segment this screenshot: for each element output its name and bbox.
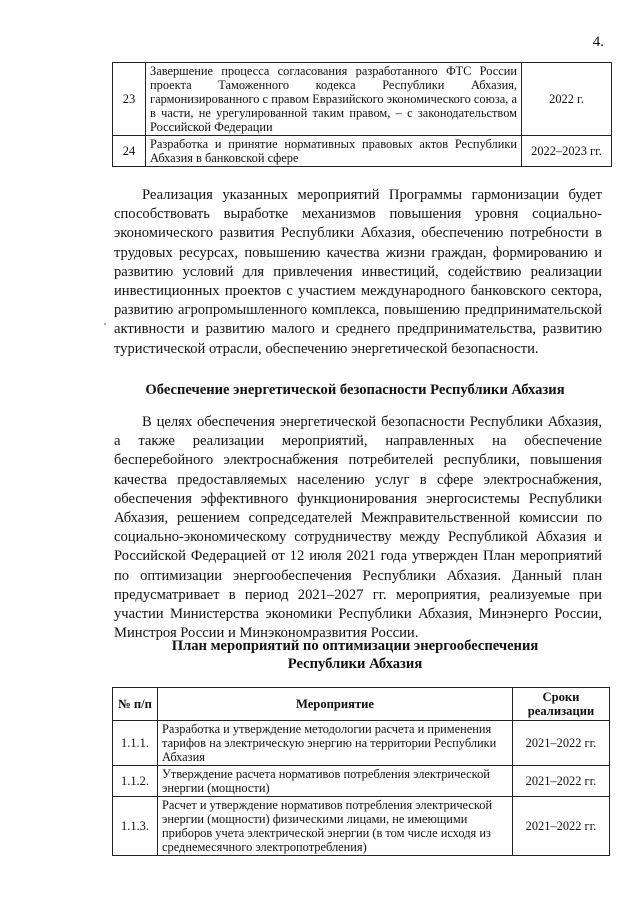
table-row bbox=[113, 721, 610, 766]
table-row bbox=[113, 766, 610, 797]
row-number: 23 bbox=[113, 63, 146, 136]
table-row bbox=[113, 797, 610, 856]
row-number: 1.1.3. bbox=[113, 797, 158, 856]
row-text: Утверждение расчета нормативов потребления электрической энергии (мощности) bbox=[158, 766, 513, 797]
column-header-dates: Сроки реализации bbox=[513, 688, 610, 721]
page-number: 4. bbox=[592, 34, 604, 50]
row-number: 24 bbox=[113, 136, 146, 167]
column-header-number: № п/п bbox=[113, 688, 158, 721]
table-header-row bbox=[113, 688, 610, 721]
table-row bbox=[113, 63, 612, 136]
paragraph-text: Реализация указанных мероприятий Программы гармонизации будет способствовать выработке механизмов повышения уровня социально-экономического развития Республики Абхазия, обеспечению потребности в трудовых ресурсах, повышению качества жизни граждан, формированию и развитию условий для привлечения инвестиций, содействию реализации инвестиционных проектов с участием международного банковского сектора, развитию агропромышленного комплекса, повышению предпринимательской активности и развитию малого и среднего предпринимательства, развитию туристической отрасли, обеспечению энергетической безопасности. bbox=[114, 187, 602, 357]
row-text: Завершение процесса согласования разработанного ФТС России проекта Таможенного кодекса Республики Абхазия, гармонизированного с правом Евразийского экономического союза, а в части, не урегулированной таким правом, – с законодательством Российской Федерации bbox=[146, 63, 522, 136]
paragraph-program-results bbox=[114, 186, 602, 359]
plan-title-line-1: План мероприятий по оптимизации энергообеспечения bbox=[171, 638, 539, 654]
row-text: Разработка и принятие нормативных правовых актов Республики Абхазия в банковской сфере bbox=[146, 136, 522, 167]
row-date: 2021–2022 гг. bbox=[513, 721, 610, 766]
row-text: Расчет и утверждение нормативов потребления электрической энергии (мощности) физическими лицами, не имеющими приборов учета электрической энергии (в том числе исходя из среднемесячного электропотребления) bbox=[158, 797, 513, 856]
section-heading-energy-security: Обеспечение энергетической безопасности Республики Абхазия bbox=[145, 382, 565, 398]
column-header-event: Мероприятие bbox=[158, 688, 513, 721]
paragraph-text: В целях обеспечения энергетической безопасности Республики Абхазия, а также реализации мероприятий, направленных на обеспечение бесперебойного электроснабжения потребителей республики, повышения качества предоставляемых населению услуг в сфере электроснабжения, обеспечения эффективного функционирования энергосистемы Республики Абхазия, решением сопредседателей Межправительственной комиссии по социально-экономическому сотрудничеству между Республикой Абхазия и Российской Федерацией от 12 июля 2021 года утвержден План мероприятий по оптимизации энергообеспечения Республики Абхазия. Данный план предусматривает в период 2021–2027 гг. мероприятия, реализуемые при участии Министерства экономики Республики Абхазия, Минэнерго России, Минстроя России и Минэкономразвития России. bbox=[114, 414, 602, 642]
plan-title-line-2: Республики Абхазия bbox=[287, 656, 423, 672]
plan-table-title bbox=[100, 637, 610, 673]
scan-speck bbox=[104, 323, 106, 325]
row-date: 2021–2022 гг. bbox=[513, 797, 610, 856]
energy-plan-table bbox=[112, 687, 610, 856]
row-date: 2022 г. bbox=[522, 63, 612, 136]
table-row bbox=[113, 136, 612, 167]
row-date: 2021–2022 гг. bbox=[513, 766, 610, 797]
measures-table-continuation bbox=[112, 62, 612, 167]
paragraph-energy-plan bbox=[114, 413, 602, 643]
row-number: 1.1.2. bbox=[113, 766, 158, 797]
row-date: 2022–2023 гг. bbox=[522, 136, 612, 167]
row-number: 1.1.1. bbox=[113, 721, 158, 766]
row-text: Разработка и утверждение методологии расчета и применения тарифов на электрическую энергию на территории Республики Абхазия bbox=[158, 721, 513, 766]
